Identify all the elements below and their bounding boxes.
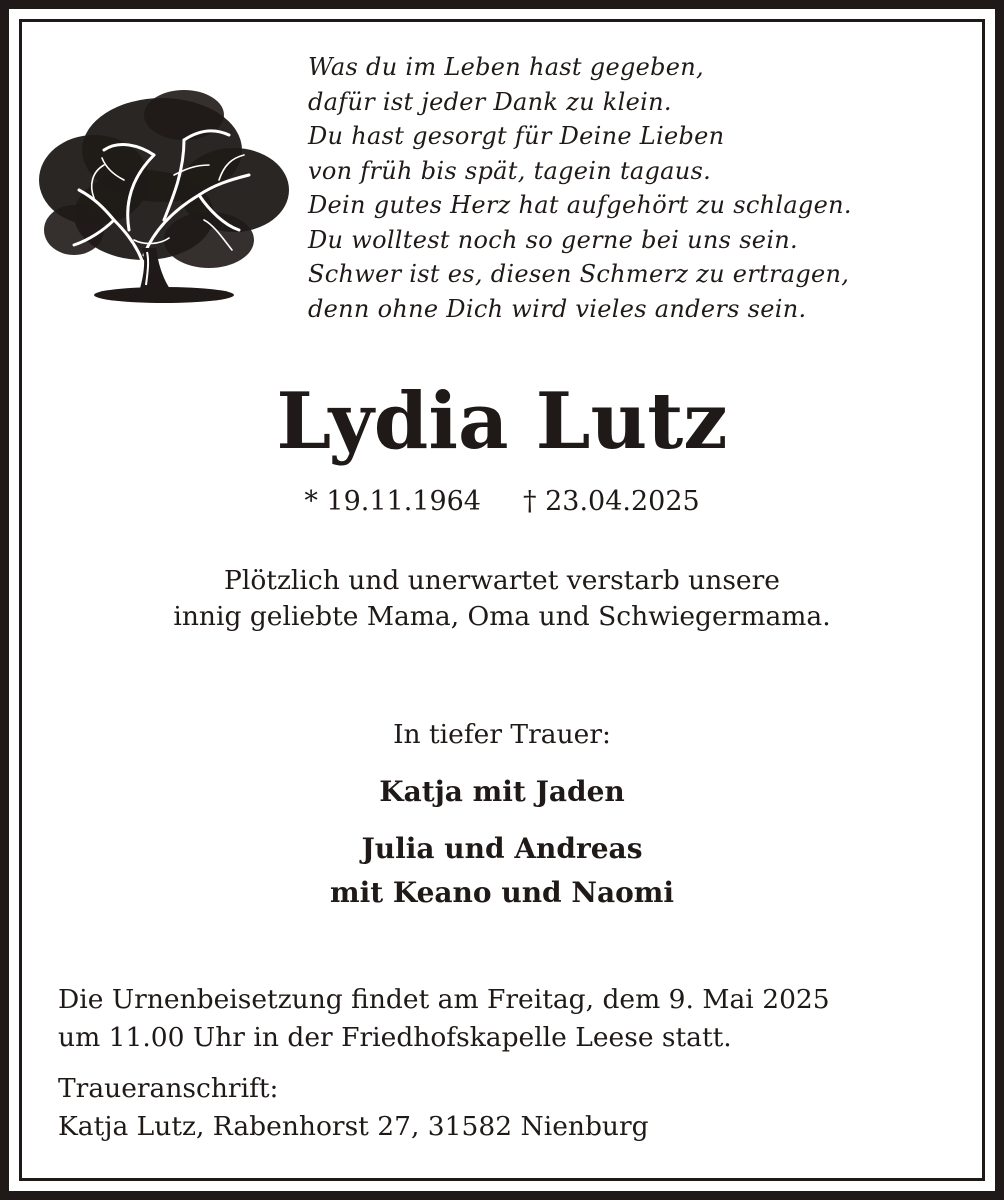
poem-line: Du hast gesorgt für Deine Lieben (308, 122, 725, 150)
poem-line: dafür ist jeder Dank zu klein. (308, 87, 672, 116)
birth-date: * 19.11.1964 (304, 486, 481, 517)
mourners-list (0, 770, 1004, 915)
funeral-info (58, 981, 978, 1057)
poem-line: Was du im Leben hast gegeben, (308, 53, 704, 81)
poem-line: denn ohne Dich wird vieles anders sein. (308, 294, 807, 323)
poem (308, 50, 968, 326)
address-label: Traueranschrift: (58, 1073, 279, 1104)
mourning-address (58, 1070, 978, 1146)
address-value: Katja Lutz, Rabenhorst 27, 31582 Nienburg (58, 1111, 649, 1142)
poem-line: Du wolltest noch so gerne bei uns sein. (308, 225, 798, 254)
mourner: mit Keano und Naomi (329, 876, 675, 909)
announcement-line: Plötzlich und unerwartet verstarb unsere (224, 565, 780, 596)
announcement (0, 563, 1004, 635)
tree-icon (34, 80, 290, 310)
poem-line: Dein gutes Herz hat aufgehört zu schlagen. (308, 191, 852, 219)
mourner: Katja mit Jaden (379, 775, 625, 808)
funeral-line: um 11.00 Uhr in der Friedhofskapelle Leese statt. (58, 1022, 732, 1053)
mourning-label: In tiefer Trauer: (393, 719, 611, 750)
funeral-line: Die Urnenbeisetzung findet am Freitag, dem 9. Mai 2025 (58, 984, 830, 1015)
announcement-line: innig geliebte Mama, Oma und Schwiegermama. (173, 601, 831, 632)
death-date: † 23.04.2025 (523, 486, 700, 517)
deceased-name: Lydia Lutz (276, 376, 728, 467)
mourner: Julia und Andreas (361, 832, 643, 865)
poem-line: Schwer ist es, diesen Schmerz zu ertragen, (308, 260, 850, 288)
life-dates (0, 482, 1004, 522)
poem-line: von früh bis spät, tagein tagaus. (308, 156, 712, 185)
